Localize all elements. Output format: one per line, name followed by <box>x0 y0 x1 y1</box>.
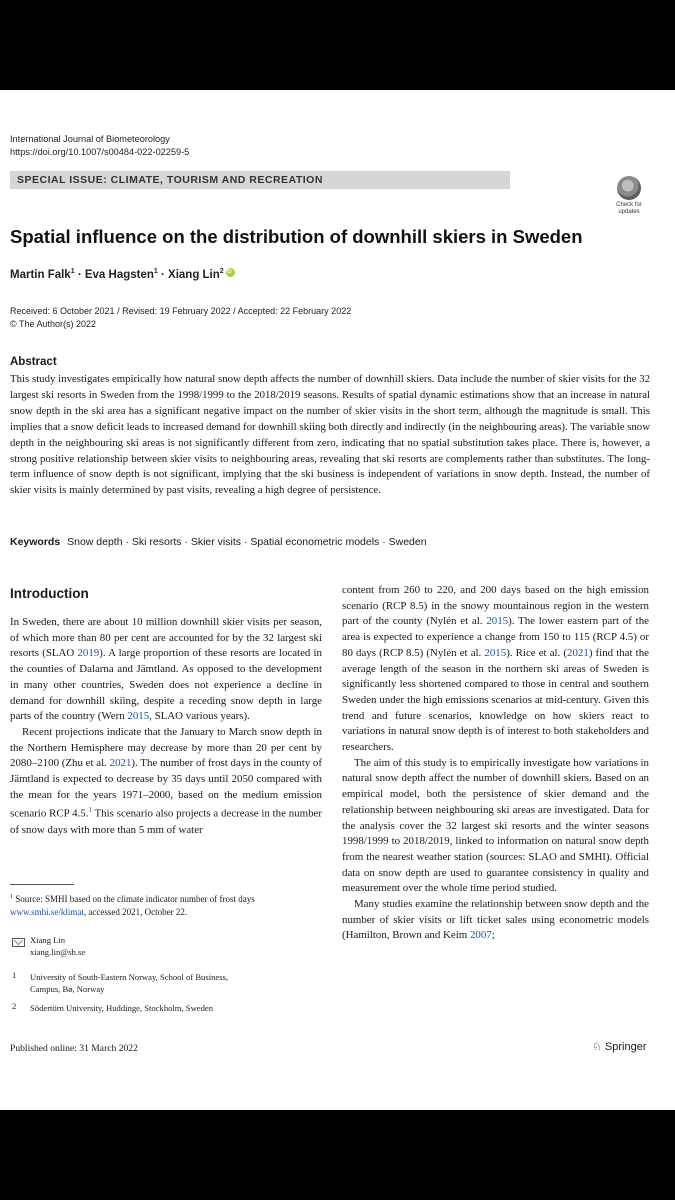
citation-link[interactable]: 2015 <box>486 615 509 628</box>
paper-page <box>0 90 675 1110</box>
author-affiliation-mark: 1 <box>70 268 75 276</box>
abstract-heading: Abstract <box>10 356 57 368</box>
footnote: $^1$ Source: SMHI based on the climate indicator number of frost days www.smhi.se/klimat, accessed 2021, October 22. <box>10 894 255 917</box>
paragraph: In Sweden, there are about 10 million downhill skier visits per season, of which more than 80 per cent are accounted for by the 32 largest ski resorts (SLAO 2019). A large proportion of these resorts are located in the counties of Dalarna and Jämtland. As opposed to the development in many other countries, Sweden does not experience a decline in demand for downhill skiing, despite a receding snow depth in large parts of the country (Wern 2015, SLAO various years). <box>10 616 323 723</box>
affiliation: University of South-Eastern Norway, School of Business, Campus, Bø, Norway <box>30 972 229 994</box>
publisher-name: Springer <box>604 1041 647 1053</box>
journal-name: International Journal of Biometeorology <box>10 134 170 144</box>
banner-text: SPECIAL ISSUE: CLIMATE, TOURISM AND RECREATION <box>17 174 323 186</box>
history-dates: Received: 6 October 2021 / Revised: 19 February 2022 / Accepted: 22 February 2022 <box>10 306 352 316</box>
affiliation: Södertörn University, Huddinge, Stockholm, Sweden <box>30 1003 213 1013</box>
check-for-updates-icon <box>617 176 641 200</box>
paragraph: Recent projections indicate that the January to March snow depth in the Northern Hemisphere may decrease by more than 20 per cent by 2080–2100 (Zhu et al. 2021). The number of frost days in the county of Jämtland is expected to decrease by 35 days until 2050 compared with the mean for the years 1971–2000, based on the medium emission scenario RCP 4.5.$^1$ This scenario also projects a decrease in the number of snow days with more than 5 mm of water <box>10 725 323 836</box>
author-name[interactable]: Martin Falk <box>10 269 71 281</box>
author-affiliation-mark: 1 <box>153 268 158 276</box>
author-name[interactable]: Xiang Lin <box>168 269 220 281</box>
article-history <box>10 305 351 331</box>
citation-link[interactable]: 2007 <box>469 929 492 942</box>
citation-link[interactable]: 2019 <box>77 647 100 660</box>
keywords-label: Keywords <box>10 536 61 548</box>
citation-link[interactable]: 2021 <box>109 757 132 770</box>
footnote-mark[interactable]: 1 <box>88 806 92 815</box>
email-address[interactable]: xiang.lin@sh.se <box>30 946 86 957</box>
correspondence <box>30 935 85 959</box>
author-list <box>10 268 235 281</box>
left-column <box>10 615 322 838</box>
corresponding-author: Xiang Lin <box>30 935 66 945</box>
author-affiliation-mark: 2 <box>219 268 224 276</box>
envelope-icon <box>12 938 25 947</box>
affiliation-number: 2 <box>12 1001 17 1011</box>
footnote-link[interactable]: www.smhi.se/klimat <box>10 906 84 917</box>
right-column <box>342 583 649 944</box>
check-for-updates-badge[interactable] <box>611 176 647 216</box>
author-separator: · <box>74 269 85 281</box>
citation-link[interactable]: 2021 <box>567 646 589 659</box>
footnote-number: 1 <box>10 894 13 900</box>
paper-title: Spatial influence on the distribution of downhill skiers in Sweden <box>10 226 583 247</box>
special-issue-banner <box>10 171 510 189</box>
publisher-logo <box>592 1040 647 1053</box>
citation-link[interactable]: 2015 <box>484 646 507 659</box>
introduction-heading: Introduction <box>10 586 89 601</box>
keywords-text: Snow depth · Ski resorts · Skier visits · Spatial econometric models · Sweden <box>67 536 427 548</box>
orcid-icon[interactable] <box>226 268 235 277</box>
author-name[interactable]: Eva Hagsten <box>84 269 154 281</box>
keywords-line <box>10 536 427 548</box>
footnote-divider <box>10 884 74 885</box>
affiliation-number: 1 <box>12 970 17 980</box>
paragraph: content from 260 to 220, and 200 days based on the high emission scenario (RCP 8.5) in the snowy mountainous region in the western part of the county (Nylén et al. 2015). The lower eastern part of the area is expected to experience a change from 150 to 115 (RCP 4.5) or 80 days (RCP 8.5) (Nylén et al. 2015). Rice et al. (2021) find that the average length of the season in the northern ski areas of Sweden is significantly less shortened compared to those in central and southern Sweden under the high emissions scenarios at mid-century. Given this trend and future scenarios, knowledge on how skiers react to variations in natural snow depth is of interest to both stakeholders and researchers. <box>342 584 649 754</box>
copyright-line: © The Author(s) 2022 <box>10 319 97 329</box>
check-for-updates-label: Check for updates <box>616 202 642 215</box>
doi-link[interactable]: https://doi.org/10.1007/s00484-022-02259-5 <box>10 146 190 157</box>
published-online: Published online: 31 March 2022 <box>10 1043 138 1054</box>
citation-link[interactable]: 2015 <box>127 710 150 723</box>
abstract-text: This study investigates empirically how natural snow depth affects the number of downhill skiers. Data include the number of skier visits for the 32 largest ski resorts in Sweden from the 1998/1999 to the 2018/2019 seasons. Results of spatial dynamic estimations show that an increase in natural snow depth in the ski area has a significant negative impact on the number of skier visits in the short term, although the magnitude is small. This implies that a snow deficit leads to increased demand for downhill skiing both directly and indirectly (in the neighbouring areas). The variable snow depth in the neighbouring ski areas is not significantly different from zero, indicating that no spatial substitution takes place. There is, however, a strong positive relationship between skier visits to neighbouring areas, revealing that ski resorts are complements rather than substitutes. The long-term influence of snow depth is not significant, implying that the ski business is independent of variations in snow depth. Instead, the number of skier visits is mainly determined by past visits, revealing a high degree of persistence. <box>10 373 650 497</box>
author-separator: · <box>157 269 169 281</box>
paragraph: The aim of this study is to empirically investigate how variations in natural snow depth affect the number of downhill skiers. Based on an empirical model, both the persistence of skier demand and the relationship between neighbouring ski areas are investigated. Data for the analysis cover the 32 largest ski resorts and the winter seasons 1998/1999 to 2018/2019, linked to information on natural snow depth from the nearest weather station (sources: SLAO and SMHI). Official data on snow depth are used to guarantee consistency in quality and measurement over the whole time period studied. <box>342 756 649 895</box>
journal-header <box>10 133 189 158</box>
springer-horse-icon: ♘ <box>592 1041 602 1053</box>
paragraph: Many studies examine the relationship between snow depth and the number of skier visits or lift ticket sales using econometric models (Hamilton, Brown and Keim 2007; <box>342 898 649 942</box>
